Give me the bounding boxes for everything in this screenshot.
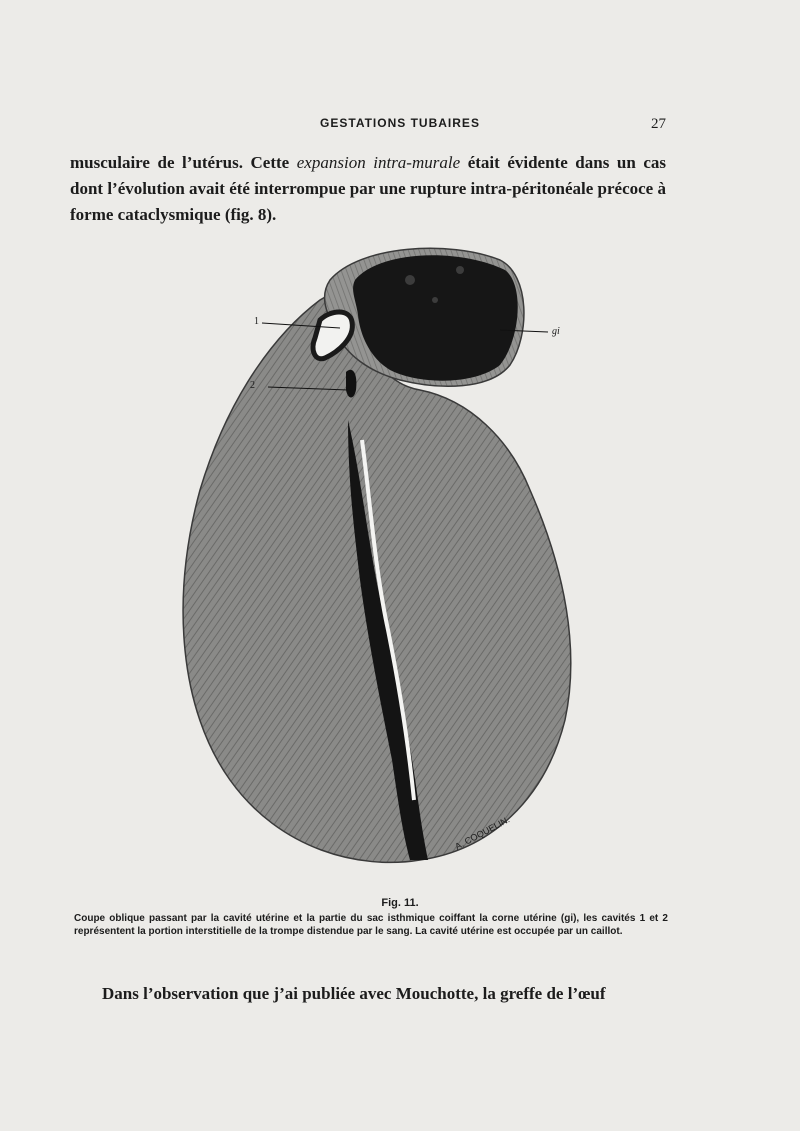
figure-label-1: 1 — [254, 316, 259, 327]
intro-text-part1: musculaire de l’utérus. Cette — [70, 153, 297, 172]
figure-label-2: 2 — [250, 380, 255, 391]
page-number: 27 — [651, 116, 666, 132]
figure-illustration — [170, 240, 590, 880]
running-header: GESTATIONS TUBAIRES — [320, 116, 480, 130]
artist-signature: A. COQUELIN. — [453, 814, 512, 852]
uterus-section-drawing — [170, 240, 590, 880]
body-paragraph: Dans l’observation que j’ai publiée avec Mouchotte, la greffe de l’œuf — [102, 984, 606, 1003]
intro-emphasis: expansion intra-murale — [296, 153, 461, 172]
intro-paragraph — [70, 150, 666, 228]
intro-text-part2: était évidente dans un cas dont l’évolution avait été interrompue par une rupture intra-péritonéale précoce à forme cataclysmique (fig. 8). — [70, 153, 666, 224]
figure-caption: Coupe oblique passant par la cavité utérine et la partie du sac isthmique coiffant la corne utérine (gi), les cavités 1 et 2 représentent la portion interstitielle de la trompe distendue par le sang. La cavité utérine est occupée par un caillot. — [74, 913, 668, 937]
figure-label-gi: gi — [552, 326, 560, 337]
cavity-2 — [346, 370, 356, 398]
figure-number: Fig. 11. — [381, 897, 419, 909]
